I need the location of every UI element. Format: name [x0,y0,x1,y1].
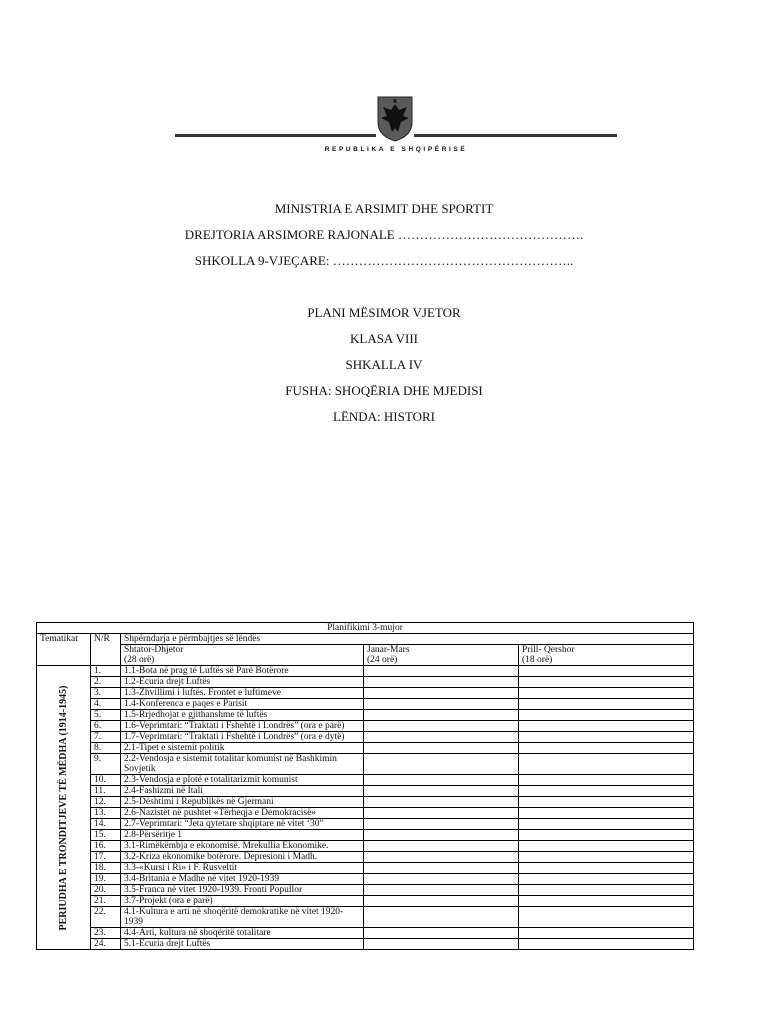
period-cell [519,939,694,950]
period-cell [364,775,519,786]
row-number: 7. [91,732,121,743]
lesson-topic: 3.7-Projekt (ora e parë) [121,896,364,907]
period-cell [364,688,519,699]
period-cell [364,710,519,721]
table-caption: Planifikimi 3-mujor [37,623,694,634]
class-line: KLASA VIII [349,331,418,346]
period-hours: (24 orë) [367,655,398,665]
period-cell [364,721,519,732]
period-cell [364,830,519,841]
table-row [37,699,694,710]
table-row [37,677,694,688]
period-cell [364,939,519,950]
period-cell [519,819,694,830]
period-header [519,645,694,666]
theme-cell [37,666,91,950]
period-hours: (28 orë) [124,655,155,665]
period-cell [519,754,694,775]
republic-name: REPUBLIKA E SHQIPËRISË [324,146,468,153]
period-cell [519,863,694,874]
period-hours: (18 orë) [522,655,553,665]
lesson-topic: 2.6-Nazistët në pushtet «Tërheqja e Demokracisë» [121,808,364,819]
period-header [364,645,519,666]
period-cell [519,699,694,710]
period-cell [364,907,519,928]
school-line: SHKOLLA 9-VJEÇARE: ……………………………………………….. [194,253,574,268]
row-number: 3. [91,688,121,699]
row-number: 23. [91,928,121,939]
lesson-topic: 1.6-Veprimtari: “Traktati i Fshehtë i Londrës” (ora e parë) [121,721,364,732]
period-cell [364,699,519,710]
lesson-topic: 1.3-Zhvillimi i luftës. Frontet e luftimeve [121,688,364,699]
row-number: 1. [91,666,121,677]
row-number: 11. [91,786,121,797]
lesson-topic: 2.2-Vendosja e sistemit totalitar komunist në Bashkimin Sovjetik [121,754,364,775]
period-cell [519,677,694,688]
row-number: 21. [91,896,121,907]
table-row [37,928,694,939]
table-row [37,885,694,896]
row-number: 19. [91,874,121,885]
period-cell [364,819,519,830]
table-row [37,896,694,907]
col-header-content: Shpërndarja e përmbajtjes së lëndës [121,634,694,645]
planning-table-container [36,622,693,950]
lesson-topic: 3.5-Franca në vitet 1920-1939. Fronti Popullor [121,885,364,896]
row-number: 16. [91,841,121,852]
table-period-row [37,645,694,666]
period-cell [364,732,519,743]
period-cell [364,743,519,754]
field-line: FUSHA: SHOQËRIA DHE MJEDISI [285,383,483,398]
period-cell [519,907,694,928]
period-cell [519,808,694,819]
period-cell [364,786,519,797]
col-header-tematikat: Tematikat [37,634,91,666]
period-cell [364,666,519,677]
level-line: SHKALLA IV [345,357,423,372]
row-number: 20. [91,885,121,896]
period-header [121,645,364,666]
table-caption-row [37,623,694,634]
period-cell [519,896,694,907]
table-row [37,775,694,786]
lesson-topic: 3.3-«Kursi i Ri» i F. Rusveltit [121,863,364,874]
row-number: 9. [91,754,121,775]
period-cell [519,775,694,786]
period-cell [364,754,519,775]
period-cell [519,852,694,863]
table-row [37,754,694,775]
period-cell [364,896,519,907]
period-name: Prill- Qershor [522,645,575,655]
row-number: 17. [91,852,121,863]
period-cell [364,885,519,896]
period-cell [519,666,694,677]
ministry-line: MINISTRIA E ARSIMIT DHE SPORTIT [274,201,494,216]
period-cell [364,874,519,885]
lesson-topic: 1.7-Veprimtari: “Traktati i Fshehtë i Londrës” (ora e dytë) [121,732,364,743]
row-number: 24. [91,939,121,950]
table-row [37,721,694,732]
theme-label: PERIUDHA E TRONDITJEVE TË MËDHA (1914-1945) [57,685,69,930]
table-row [37,666,694,677]
period-cell [364,797,519,808]
period-cell [519,885,694,896]
period-cell [519,928,694,939]
lesson-topic: 2.1-Tipet e sistemit politik [121,743,364,754]
row-number: 18. [91,863,121,874]
lesson-topic: 2.3-Vendosja e plotë e totalitarizmit komunist [121,775,364,786]
table-row [37,874,694,885]
lesson-topic: 1.2-Ecuria drejt Luftës [121,677,364,688]
row-number: 12. [91,797,121,808]
table-row [37,852,694,863]
period-cell [519,688,694,699]
period-cell [519,874,694,885]
table-row [37,830,694,841]
table-row [37,732,694,743]
row-number: 8. [91,743,121,754]
lesson-topic: 2.7-Veprimtari: “Jeta qytetare shqiptare në vitet ‘30” [121,819,364,830]
lesson-topic: 5.1-Ecuria drejt Luftës [121,939,364,950]
period-cell [519,721,694,732]
table-row [37,797,694,808]
table-header-row [37,634,694,645]
lesson-topic: 4.4-Arti, kultura në shoqëritë totalitare [121,928,364,939]
row-number: 6. [91,721,121,732]
period-cell [364,677,519,688]
table-row [37,863,694,874]
lesson-topic: 4.1-Kultura e arti në shoqëritë demokratike në vitet 1920-1939 [121,907,364,928]
lesson-topic: 3.2-Kriza ekonomike botërore. Depresioni i Madh. [121,852,364,863]
row-number: 22. [91,907,121,928]
table-row [37,808,694,819]
state-emblem-header [172,92,620,162]
table-row [37,841,694,852]
row-number: 5. [91,710,121,721]
period-cell [364,928,519,939]
row-number: 2. [91,677,121,688]
row-number: 13. [91,808,121,819]
eagle-emblem-icon [376,94,414,142]
row-number: 14. [91,819,121,830]
lesson-topic: 2.4-Fashizmi në Itali [121,786,364,797]
table-row [37,939,694,950]
directorate-line: DREJTORIA ARSIMORE RAJONALE ……………………………………. [184,227,584,242]
subject-line: LËNDA: HISTORI [333,409,435,424]
period-cell [519,797,694,808]
lesson-topic: 2.8-Përsëritje 1 [121,830,364,841]
period-name: Shtator-Dhjetor [124,645,184,655]
period-cell [364,863,519,874]
planning-table [36,622,694,950]
period-cell [364,808,519,819]
lesson-topic: 1.5-Rrjedhojat e gjithanshme të luftës [121,710,364,721]
plan-title: PLANI MËSIMOR VJETOR [307,305,461,320]
period-name: Janar-Mars [367,645,410,655]
period-cell [364,852,519,863]
table-row [37,743,694,754]
row-number: 10. [91,775,121,786]
period-cell [519,710,694,721]
period-cell [519,786,694,797]
lesson-topic: 3.4-Britania e Madhe në vitet 1920-1939 [121,874,364,885]
period-cell [519,841,694,852]
table-row [37,819,694,830]
period-cell [364,841,519,852]
lesson-topic: 3.1-Rimëkëmbja e ekonomisë. Mrekullia Ekonomike. [121,841,364,852]
period-cell [519,743,694,754]
col-header-nr: N/R [91,634,121,666]
table-row [37,907,694,928]
period-cell [519,830,694,841]
lesson-topic: 2.5-Dështimi i Republikës në Gjermani [121,797,364,808]
table-row [37,688,694,699]
table-row [37,710,694,721]
row-number: 4. [91,699,121,710]
period-cell [519,732,694,743]
lesson-topic: 1.4-Konferenca e paqes e Parisit [121,699,364,710]
table-row [37,786,694,797]
row-number: 15. [91,830,121,841]
lesson-topic: 1.1-Bota në prag të Luftës së Parë Botërore [121,666,364,677]
